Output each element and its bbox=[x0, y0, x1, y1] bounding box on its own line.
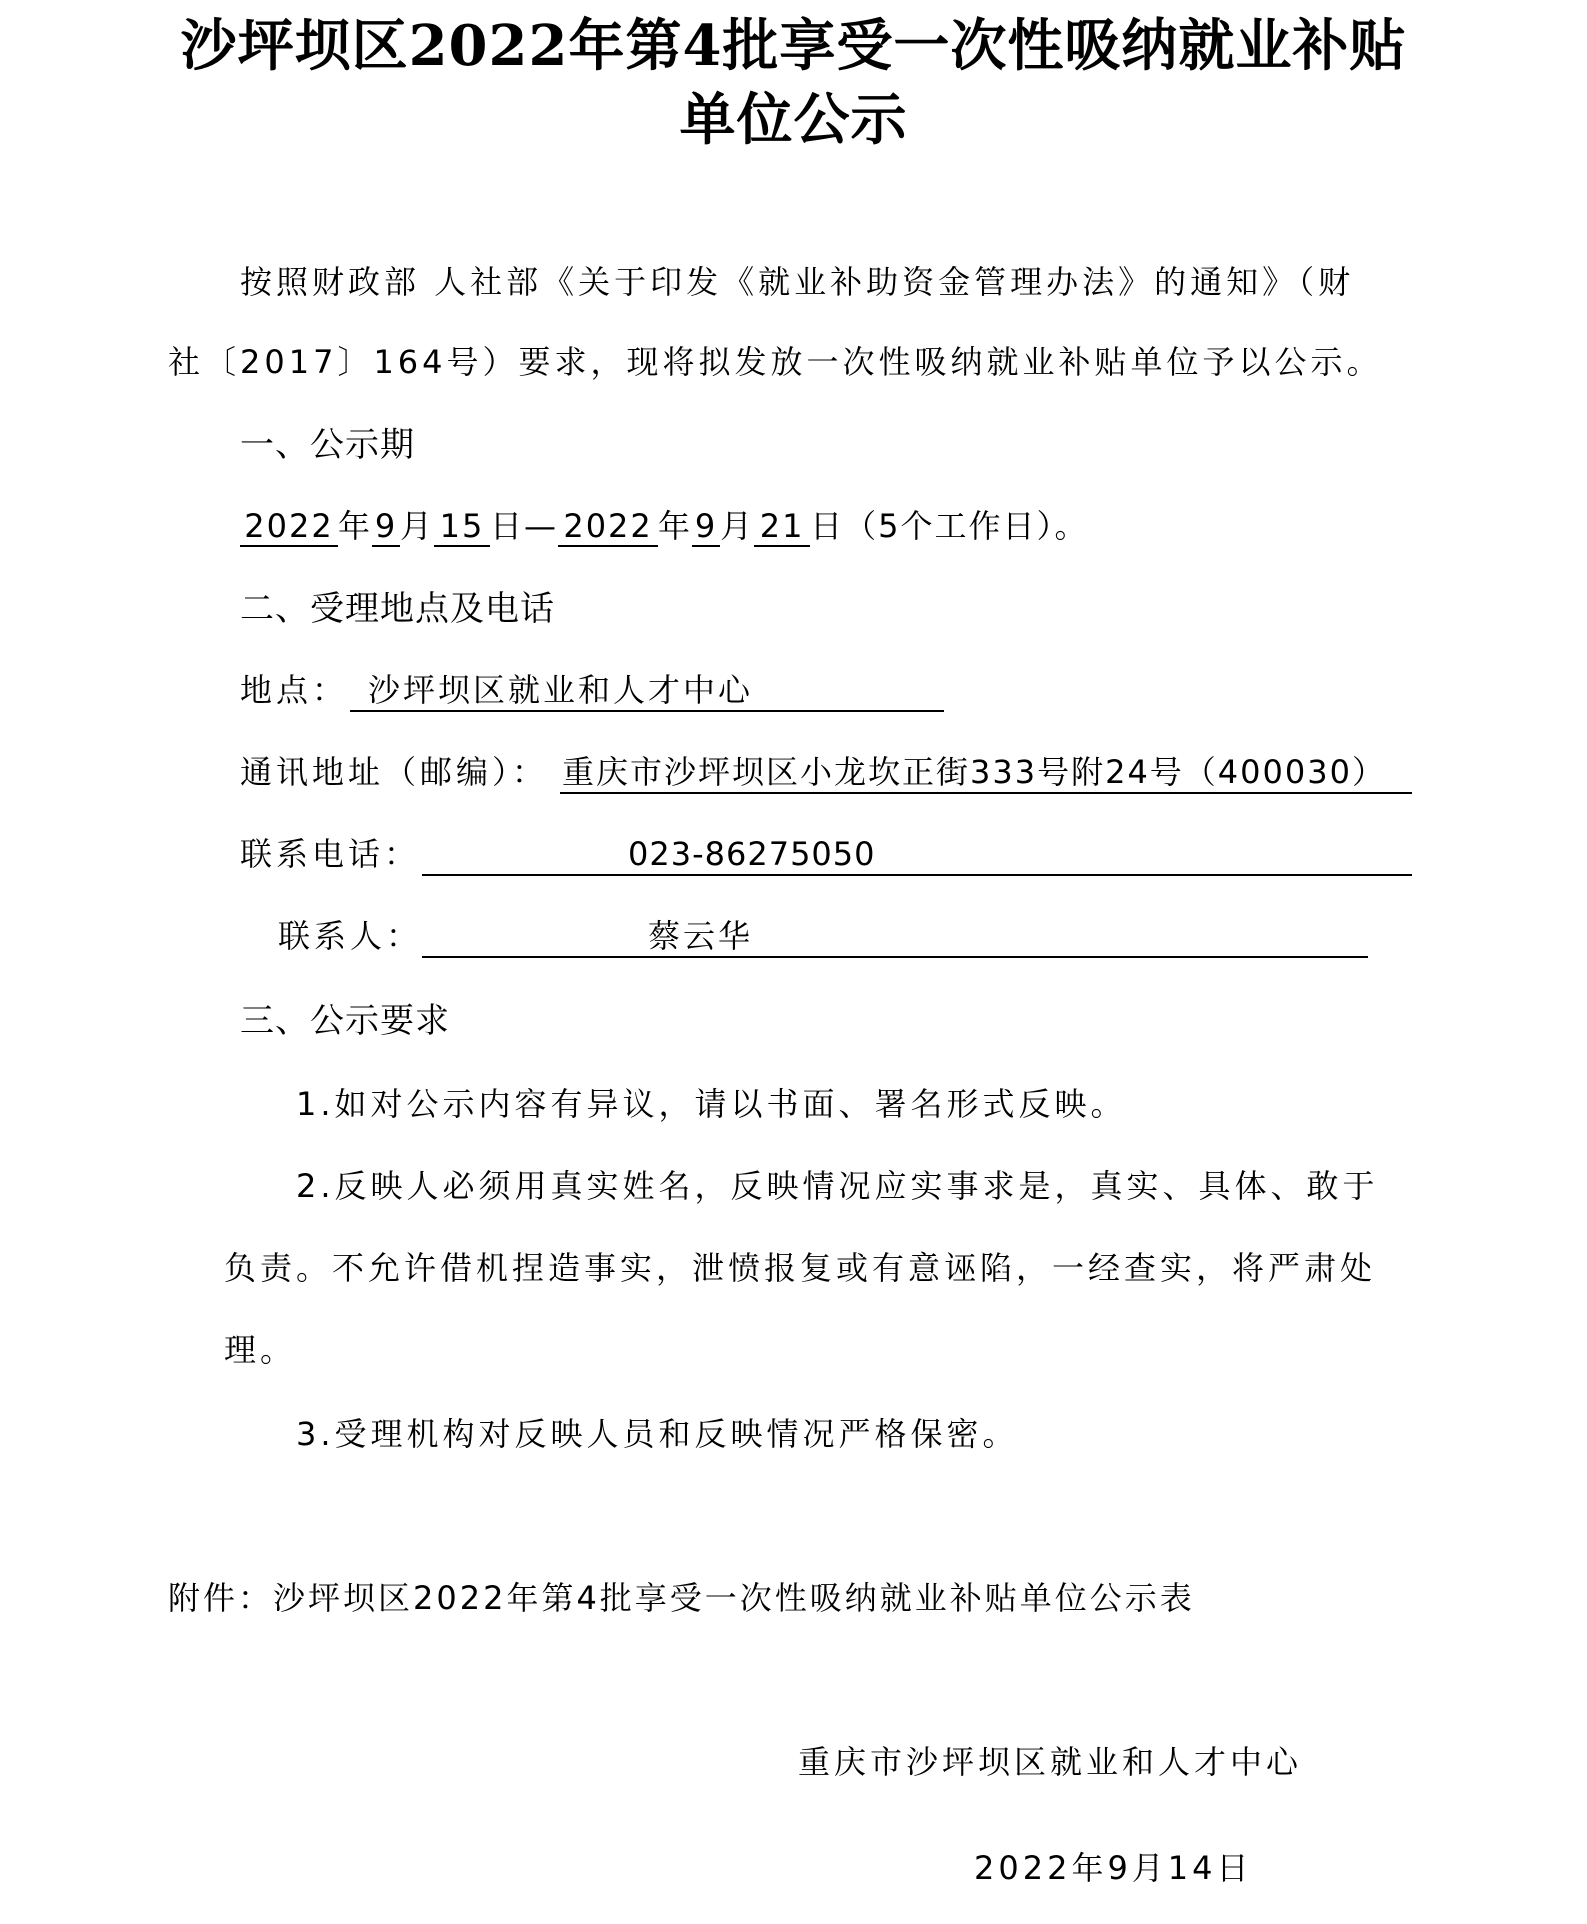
page-title-line2: 单位公示 bbox=[679, 87, 908, 153]
contact-label: 联系人： bbox=[278, 917, 423, 955]
address-label: 通讯地址（邮编）： bbox=[240, 753, 549, 791]
intro-line2: 社〔2017〕164号）要求，现将拟发放一次性吸纳就业补贴单位予以公示。 bbox=[168, 343, 1383, 381]
section-heading-contact: 二、受理地点及电话 bbox=[240, 589, 555, 629]
requirement-item-2-line3: 理。 bbox=[224, 1331, 297, 1369]
end-year: 2022 bbox=[558, 507, 658, 547]
address-field bbox=[560, 752, 1412, 794]
requirement-item-3: 3.受理机构对反映人员和反映情况严格保密。 bbox=[296, 1415, 1019, 1453]
attachment-line: 附件：沙坪坝区2022年第4批享受一次性吸纳就业补贴单位公示表 bbox=[168, 1579, 1195, 1617]
day-dash: 日— bbox=[490, 507, 559, 545]
requirement-item-1: 1.如对公示内容有异议，请以书面、署名形式反映。 bbox=[296, 1085, 1127, 1123]
signature-org: 重庆市沙坪坝区就业和人才中心 bbox=[798, 1743, 1303, 1781]
contact-field bbox=[422, 916, 1368, 958]
phone-value: 023-86275050 bbox=[628, 835, 876, 873]
place-label: 地点： bbox=[240, 671, 349, 709]
end-day: 21 bbox=[754, 507, 810, 547]
page-title: 沙坪坝区2022年第4批享受一次性吸纳就业补贴 bbox=[180, 13, 1407, 79]
start-month: 9 bbox=[372, 507, 400, 547]
contact-value: 蔡云华 bbox=[648, 917, 754, 955]
start-year: 2022 bbox=[240, 507, 338, 547]
year-char-2: 年 bbox=[658, 507, 693, 545]
place-field bbox=[350, 670, 944, 712]
start-day: 15 bbox=[434, 507, 490, 547]
signature-date: 2022年9月14日 bbox=[974, 1849, 1253, 1887]
section-heading-requirements: 三、公示要求 bbox=[240, 1001, 450, 1041]
place-value: 沙坪坝区就业和人才中心 bbox=[368, 671, 754, 709]
period-line bbox=[240, 506, 1088, 547]
section-heading-period: 一、公示期 bbox=[240, 425, 415, 465]
address-value: 重庆市沙坪坝区小龙坎正街333号附24号（400030） bbox=[562, 753, 1386, 791]
period-tail: 日（5个工作日）。 bbox=[810, 507, 1089, 545]
intro-line1: 按照财政部 人社部《关于印发《就业补助资金管理办法》的通知》（财 bbox=[240, 263, 1355, 301]
end-month: 9 bbox=[692, 507, 720, 547]
month-char-2: 月 bbox=[720, 507, 755, 545]
phone-label: 联系电话： bbox=[240, 835, 421, 873]
month-char: 月 bbox=[400, 507, 435, 545]
phone-field bbox=[422, 834, 1412, 876]
requirement-item-2-line1: 2.反映人必须用真实姓名，反映情况应实事求是，真实、具体、敢于 bbox=[296, 1167, 1379, 1205]
requirement-item-2-line2: 负责。不允许借机捏造事实，泄愤报复或有意诬陷，一经查实，将严肃处 bbox=[224, 1249, 1377, 1287]
year-char: 年 bbox=[338, 507, 373, 545]
